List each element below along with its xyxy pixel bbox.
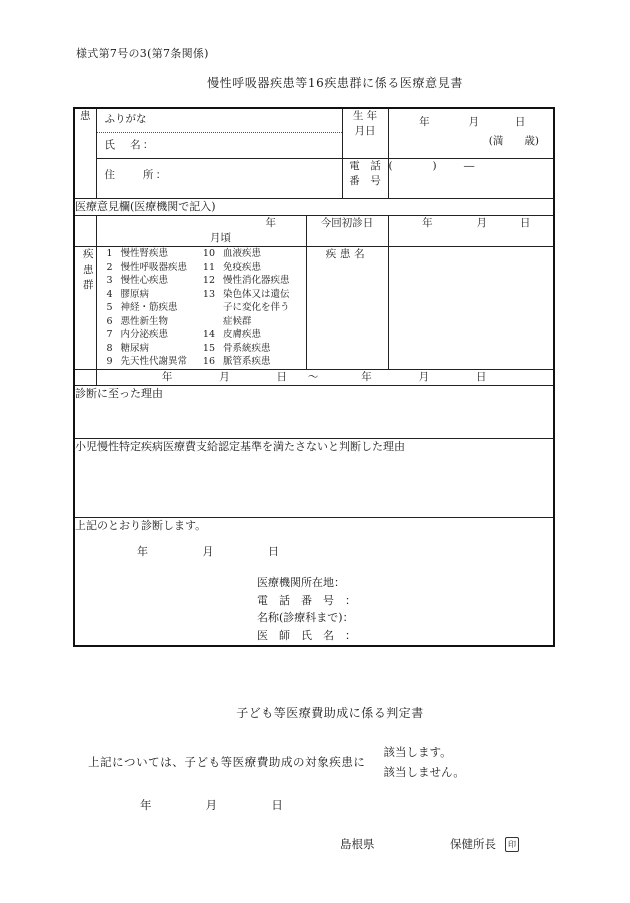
telephone-field[interactable]: ( ) ― — [388, 159, 554, 199]
disease-name-continuation: 子に変化を伴う — [223, 302, 290, 314]
birth-month: 月 — [468, 116, 479, 128]
judgement-day: 日 — [271, 798, 283, 812]
first-visit-year: 年 — [422, 216, 433, 229]
disease-name: 慢性消化器疾患 — [223, 275, 290, 287]
patient-age: (満 歳) — [488, 135, 539, 148]
judgement-title: 子ども等医療費助成に係る判定書 — [236, 706, 424, 720]
disease-name: 骨系統疾患 — [223, 342, 271, 354]
certification-row — [74, 517, 554, 646]
telephone-label — [342, 159, 388, 199]
stay-start-day: 日 — [276, 370, 288, 383]
not-meeting-reason-label: 小児慢性特定疾病医療費支給認定基準を満たさないと判断した理由 — [75, 439, 405, 453]
not-meeting-reason-field[interactable] — [74, 438, 554, 517]
disease-no: 14 — [202, 329, 216, 341]
list-item[interactable] — [199, 328, 290, 341]
furigana-label: ふりがな — [104, 113, 147, 125]
disease-no: 2 — [106, 261, 113, 273]
disease-name: 膠原病 — [120, 288, 150, 300]
diagnosis-reason-row — [74, 385, 554, 438]
disease-name: 染色体又は遺伝 — [223, 288, 290, 300]
onset-month: 月頃 — [210, 232, 231, 245]
list-item[interactable] — [97, 342, 188, 355]
name-label: 氏 名： — [104, 139, 156, 151]
judgement-statement-row — [88, 742, 548, 782]
list-item[interactable] — [97, 261, 188, 274]
list-item[interactable] — [97, 355, 188, 368]
diagnosis-reason-field[interactable] — [74, 385, 554, 438]
list-item[interactable] — [199, 342, 290, 355]
furigana-field[interactable] — [97, 109, 342, 133]
disease-no: 16 — [202, 356, 216, 368]
birth-year: 年 — [419, 116, 430, 128]
disease-no: 5 — [106, 302, 113, 314]
institution-tel-field[interactable]: 電 話 番 号 ： — [257, 593, 356, 607]
stay-start-year: 年 — [161, 370, 173, 383]
list-item[interactable] — [199, 247, 290, 260]
medical-opinion-form-table — [73, 107, 555, 647]
disease-group-row — [74, 247, 554, 369]
judgement-month: 月 — [205, 798, 218, 812]
disease-name: 免疫疾患 — [223, 261, 262, 273]
disease-name: 悪性新生物 — [120, 315, 169, 327]
patient-name-cell — [96, 108, 342, 159]
disease-no: 8 — [106, 342, 113, 354]
list-item[interactable] — [97, 274, 188, 287]
institution-name-field[interactable]: 名称(診療科まで)： — [257, 611, 354, 625]
certification-statement: 上記のとおり診断します。 — [75, 518, 207, 532]
list-item[interactable] — [199, 355, 290, 368]
patient-name-row — [74, 108, 554, 159]
disease-no: 9 — [106, 356, 113, 368]
patient-address-row — [74, 159, 554, 199]
seal-icon: 印 — [505, 837, 519, 852]
onset-row — [74, 215, 554, 246]
list-item[interactable] — [199, 288, 290, 301]
stay-tilde: ～ — [307, 370, 319, 383]
disease-name-label: 疾患名 — [306, 247, 388, 369]
disease-group-label: 疾患群 — [74, 247, 96, 369]
disease-name: 慢性腎疾患 — [120, 248, 169, 260]
birth-date-cell[interactable] — [388, 108, 554, 159]
list-item[interactable] — [97, 315, 188, 328]
medical-opinion-header-row — [74, 199, 554, 216]
birth-date-ymd — [389, 109, 554, 130]
signer-role: 保健所長 — [450, 837, 496, 851]
birth-label-line2: 月日 — [354, 125, 376, 138]
address-field[interactable] — [96, 159, 342, 199]
list-item[interactable] — [97, 328, 188, 341]
stay-end-day: 日 — [475, 370, 487, 383]
stay-start-month: 月 — [219, 370, 230, 383]
list-item[interactable] — [199, 274, 290, 287]
institution-address-field[interactable]: 医療機関所在地： — [257, 575, 345, 589]
list-item[interactable] — [97, 247, 188, 260]
certification-block — [74, 517, 554, 646]
disease-no: 10 — [202, 248, 216, 260]
disease-group-column-left — [97, 247, 188, 368]
first-visit-date-cell[interactable] — [388, 215, 554, 246]
name-field[interactable] — [97, 133, 342, 158]
disease-name: 慢性心疾患 — [120, 275, 169, 287]
disease-no: 12 — [202, 275, 216, 287]
address-label: 住 所： — [104, 169, 169, 181]
disease-group-list[interactable] — [96, 247, 306, 369]
disease-no: 4 — [106, 288, 113, 300]
signer-prefecture: 島根県 — [340, 837, 375, 851]
medical-opinion-section-title: 医療意見欄(医療機関で記入) — [74, 199, 554, 216]
disease-name: 慢性呼吸器疾患 — [120, 261, 188, 273]
judgement-options — [366, 742, 465, 782]
disease-no: 15 — [202, 342, 216, 354]
judgement-option-applicable[interactable]: 該当します。 — [383, 745, 452, 759]
disease-no: 6 — [106, 315, 113, 327]
hospitalization-period-cell[interactable] — [96, 369, 554, 385]
disease-name: 先天性代謝異常 — [120, 356, 188, 368]
disease-group-column-right — [199, 247, 290, 368]
form-code: 様式第7号の3(第7条関係) — [76, 47, 209, 60]
judgement-statement: 上記については、子ども等医療費助成の対象疾患に — [88, 755, 366, 770]
disease-name: 脈管系疾患 — [223, 356, 271, 368]
disease-name-continuation: 症候群 — [223, 315, 252, 327]
judgement-option-not-applicable[interactable]: 該当しません。 — [383, 765, 465, 780]
first-visit-month: 月 — [476, 216, 487, 229]
patient-side-label: 患 — [74, 108, 96, 199]
disease-name-field[interactable] — [388, 247, 554, 369]
document-title: 慢性呼吸器疾患等16疾患群に係る医療意見書 — [207, 76, 463, 90]
disease-name: 糖尿病 — [120, 342, 150, 354]
onset-date-cell[interactable] — [96, 215, 306, 246]
list-item[interactable] — [199, 261, 290, 274]
cert-day: 日 — [268, 544, 279, 558]
disease-no: 1 — [106, 248, 113, 260]
hospitalization-label-spacer — [74, 369, 96, 385]
list-item[interactable] — [97, 301, 188, 314]
certification-date[interactable] — [75, 534, 553, 560]
certification-fields — [75, 560, 553, 645]
hospitalization-row — [74, 369, 554, 385]
disease-no: 13 — [202, 288, 216, 300]
first-visit-label: 今回初診日 — [306, 215, 388, 246]
diagnosis-reason-label: 診断に至った理由 — [75, 386, 163, 400]
disease-name: 皮膚疾患 — [223, 329, 262, 341]
signer-line — [340, 836, 560, 852]
not-meeting-reason-row — [74, 438, 554, 517]
first-visit-day: 日 — [519, 216, 531, 229]
stay-end-year: 年 — [361, 370, 372, 383]
list-item[interactable] — [97, 288, 188, 301]
cert-month: 月 — [202, 544, 214, 558]
judgement-date[interactable] — [140, 797, 283, 813]
judgement-year: 年 — [140, 798, 152, 812]
birth-date-label — [342, 108, 388, 159]
birth-day: 日 — [514, 116, 526, 128]
disease-no: 7 — [106, 329, 113, 341]
disease-name: 内分泌疾患 — [120, 329, 169, 341]
disease-no: 3 — [106, 275, 113, 287]
stay-end-month: 月 — [418, 370, 430, 383]
onset-label-spacer — [74, 215, 96, 246]
tel-label-line1: 電 話 — [349, 160, 381, 172]
disease-no: 11 — [202, 261, 216, 273]
onset-year: 年 — [265, 216, 276, 229]
birth-label-line1: 生 年 — [352, 110, 378, 122]
tel-label-line2: 番 号 — [349, 175, 381, 188]
doctor-name-field[interactable]: 医 師 氏 名 ： — [257, 629, 356, 643]
cert-year: 年 — [137, 544, 148, 558]
disease-name: 血液疾患 — [223, 248, 262, 260]
disease-name: 神経・筋疾患 — [120, 302, 178, 314]
